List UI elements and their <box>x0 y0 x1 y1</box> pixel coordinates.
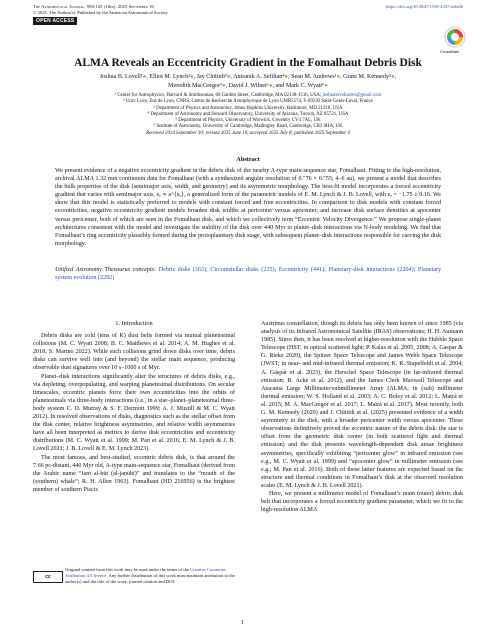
author: Antranik A. Sefilian⁴ <box>233 74 285 80</box>
affiliations <box>40 93 456 137</box>
crossmark-label: CrossMark <box>440 49 460 54</box>
journal-citation: The Astrophysical Journal, 990:145 (18pp), 2025 September 10 <box>33 4 154 9</box>
author: Grant M. Kennedy⁵ <box>343 74 392 80</box>
affiliation: ³ Department of Physics and Astronomy, Johns Hopkins University, Baltimore, MD 21218, USA <box>153 105 343 111</box>
license-text <box>65 567 235 585</box>
license-text-before: Original content from this work may be used under the terms of the <box>65 567 191 572</box>
paragraph: Austrinus constellation, though its debris has only been known of since 1985 (via analysis of its Infrared Astronomical Satellite (IRAS) observations; H. H. Aumann 1985). Since then, it has been resolved at higher-resolution with the Hubble Space Telescope (HST; in optical scattered light; P. Kalas et al. 2005, 2008; A. Gaspar & G. Rieke 2020), the Spitzer Space Telescope and James Webb Space Telescope (JWST; in near- and mid-infrared thermal emission; K. R. Stapelfeldt et al. 2004; A. Gáspár et al. 2023), the Herschel Space Telescope (in far-infrared thermal emission; B. Acke et al. 2012), and the James Clerk Maxwell Telescope and Atacama Large Millimeter/submillimeter Array (ALMA; in (sub) millimeter thermal emission; W. S. Holland et al. 2003; A. C. Boley et al. 2012; L. Matrà et al. 2015; M. A. MacGregor et al. 2017; L. Matrà et al. 2017). Most recently, both G. M. Kennedy (2020) and J. Chittidi et al. (2025) presented evidence of a width asymmetry in the disk, with a broader pericenter width versus apocenter. These observations definitively proved the eccentric nature of the debris disk: the star is offset from the geometric disk center (in both scattered light and thermal emission) and the disk presents wavelength-dependent disk ansae brightness asymmetries, specifically exhibiting “pericenter glow” in infrared emission (see e.g., M. C. Wyatt et al. 1999) and “apocenter glow” in millimeter emission (see e.g., M. Pan et al. 2016). Both of these latter features are expected based on the structure and thermal conditions in Fomalhaut’s disk at the observed resolution scales (E. M. Lynch & J. B. Lovell 2021). <box>261 321 463 489</box>
affiliation: ⁶ Institute of Astronomy, University of Cambridge, Madingley Road, Cambridge, CB3 0HA, UK <box>153 124 343 130</box>
running-header <box>33 4 463 16</box>
paragraph: Here, we present a millimeter model of Fomalhaut’s main (outer) debris disk belt that incorporates a forced eccentricity gradient parameter, which we fit to the high-resolution ALMA <box>261 490 463 514</box>
author: Meredith MacGregor³ <box>168 82 222 89</box>
crossmark-icon[interactable] <box>444 26 466 48</box>
orcid-icon[interactable]: ● <box>221 82 226 89</box>
keyword-links[interactable]: Debris disks (363); Circumstellar disks (235); Eccentricity (441); Planetary-disk interactions (2204); Planetary system evolution (2292) <box>55 267 441 282</box>
doi-link[interactable]: https://doi.org/10.3847/1538-4357/adfadb <box>386 4 463 9</box>
open-access-badge: OPEN ACCESS <box>33 17 77 25</box>
author: Joshua B. Lovell¹ <box>99 74 143 80</box>
author: and Mark C. Wyatt⁶ <box>275 82 325 89</box>
section-heading: 1. Introduction <box>115 320 153 327</box>
abstract-heading: Abstract <box>236 156 260 163</box>
author: Sean M. Andrews¹ <box>291 74 337 80</box>
email-link[interactable]: joshualovellastro@gmail.com <box>322 93 382 98</box>
orcid-icon[interactable]: ● <box>324 82 328 89</box>
license-text-after: . Any further distribution of this work must maintain attribution to the author(s) and the title of the work, journal citation and DOI. <box>65 573 235 584</box>
page-number: 1 <box>241 619 245 626</box>
author: Jay Chittidi³ <box>196 74 227 80</box>
paragraph: Planet–disk interactions significantly alter the structures of debris disks, e.g., via depleting, overpopulating, and warping planetesimal distributions. On secular timescales, eccentric planets force their own eccentricities into the orbits of planetesimals via three-body interactions (i.e., in a star–planet–planetesimal three-body system C. D. Murray & S. F. Dermott 1999; A. J. Mustill & M. C. Wyatt 2012). In resolved observations of disks, diagnostics such as the stellar offset from the disk center, relative brightness asymmetries, and relative width asymmetries have all been interpreted as metrics to derive disk eccentricities and eccentricity distributions (M. C. Wyatt et al. 1999; M. Pan et al. 2016; E. M. Lynch & J. B. Lovell 2021; J. B. Lovell & E. M. Lynch 2023). <box>33 373 235 453</box>
orcid-icon[interactable]: ● <box>226 74 231 80</box>
author-list: Joshua B. Lovell¹●, Elliot M. Lynch²●, Jay Chittidi³●, Antranik A. Sefilian⁴●, Sean M. Andrews¹●, Grant M. Kennedy⁵●, Meredith MacGregor³●, David J. Wilner¹●, and Mark C. Wyatt⁶● <box>99 74 397 89</box>
affiliation: ¹ Center for Astrophysics, Harvard & Smithsonian, 60 Garden Street, Cambridge, MA 02138-1516, USA; <box>114 93 322 98</box>
publication-dates: Received 2024 September 30; revised 2025 June 10; accepted 2025 July 8; published 2025 September 4 <box>146 130 350 136</box>
affiliation: ⁵ Department of Physics, University of Warwick, Coventry CV4 7AL, UK <box>175 118 321 124</box>
author: David J. Wilner¹ <box>228 82 269 89</box>
right-column <box>261 320 463 514</box>
left-column <box>33 320 235 494</box>
affiliation: ⁴ Department of Astronomy and Steward Observatory, University of Arizona, Tucson, AZ 85721, USA <box>147 111 349 117</box>
author: Elliot M. Lynch² <box>149 74 190 80</box>
orcid-icon[interactable]: ● <box>268 82 273 89</box>
abstract-text: We present evidence of a negative eccentricity gradient in the debris disk of the nearby A-type main-sequence star, Fomalhaut. Fitting to the high-resolution, archival ALMA 1.32 mm continuum data for Fomalhaut (with a synthesized angular resolution of 0.″76 × 0.″55; 4–6 au), we present a model that describes the bulk properties of the disk (semimajor axis, width, and geometry) and its asymmetric morphology. The best-fit model incorporates a forced eccentricity gradient that varies with semimajor axis, eₑ ∝ a^{eₑ}, a generalized form of the parametric models of E. M. Lynch & J. B. Lovell, with eₑ = −1.75 ± 0.16. We show that this model is statistically preferred to models with constant forced and free eccentricities. In comparison to disk models with constant forced eccentricities, negative eccentricity gradient models broaden disk widths at pericenter versus apocenter, and increase disk surface densities at apocenter versus pericenter, both of which are seen in the Fomalhaut disk, and which we collectively term “Eccentric Velocity Divergence.” We propose single-planet architectures consistent with the model and investigate the stability of the disk over 440 Myr to planet–disk interactions via N-body modeling. We find that Fomalhaut’s ring eccentricity plausibly formed during the protoplanetary disk stage, with subsequent planet–disk interactions responsible for carving the disk morphology. <box>55 168 441 247</box>
paper-title: ALMA Reveals an Eccentricity Gradient in the Fomalhaut Debris Disk <box>74 57 422 69</box>
orcid-icon[interactable]: ● <box>391 74 395 80</box>
orcid-icon[interactable]: ● <box>284 74 289 80</box>
copyright-line: © 2025. The Author(s). Published by the American Astronomical Society. <box>33 10 169 15</box>
orcid-icon[interactable]: ● <box>142 74 147 80</box>
license-link[interactable]: Creative Commons Attribution 4.0 licence <box>65 567 226 578</box>
affiliation: ² Univ Lyon, Ens de Lyon, CNRS, Centre de Recherche Astrophysique de Lyon UMR5574, F-69230 Saint-Genis-Laval, France <box>123 99 373 105</box>
paragraph: Debris disks are cold (tens of K) dust belts formed via mutual planetesimal collisions (M. C. Wyatt 2008; B. C. Matthews et al. 2014; A. M. Hughes et al. 2018; S. Marino 2022). While such collisions grind down disks over time, debris disks can survive well into (and beyond) the stellar main sequence, producing observable dust signatures over 10 s–1000 s of Myr. <box>33 333 235 372</box>
creative-commons-icon[interactable]: cc <box>33 571 63 583</box>
paragraph: The most famous, and best-studied, eccentric debris disk, is that around the 7.66 pc-distant, 440 Myr old, A-type main-sequence star, Fomalhaut (derived from the Arabic name “fam al-hūt (al-janūbī)” and translates to the “mouth of the (southern) whale”; R. H. Allen 1963). Fomalhaut (HD 216956) is the brightest member of southern Piscis <box>33 454 235 493</box>
keywords <box>55 266 441 282</box>
orcid-icon[interactable]: ● <box>189 74 194 80</box>
keywords-label: Unified Astronomy Thesaurus concepts: <box>55 267 157 273</box>
orcid-icon[interactable]: ● <box>336 74 341 80</box>
